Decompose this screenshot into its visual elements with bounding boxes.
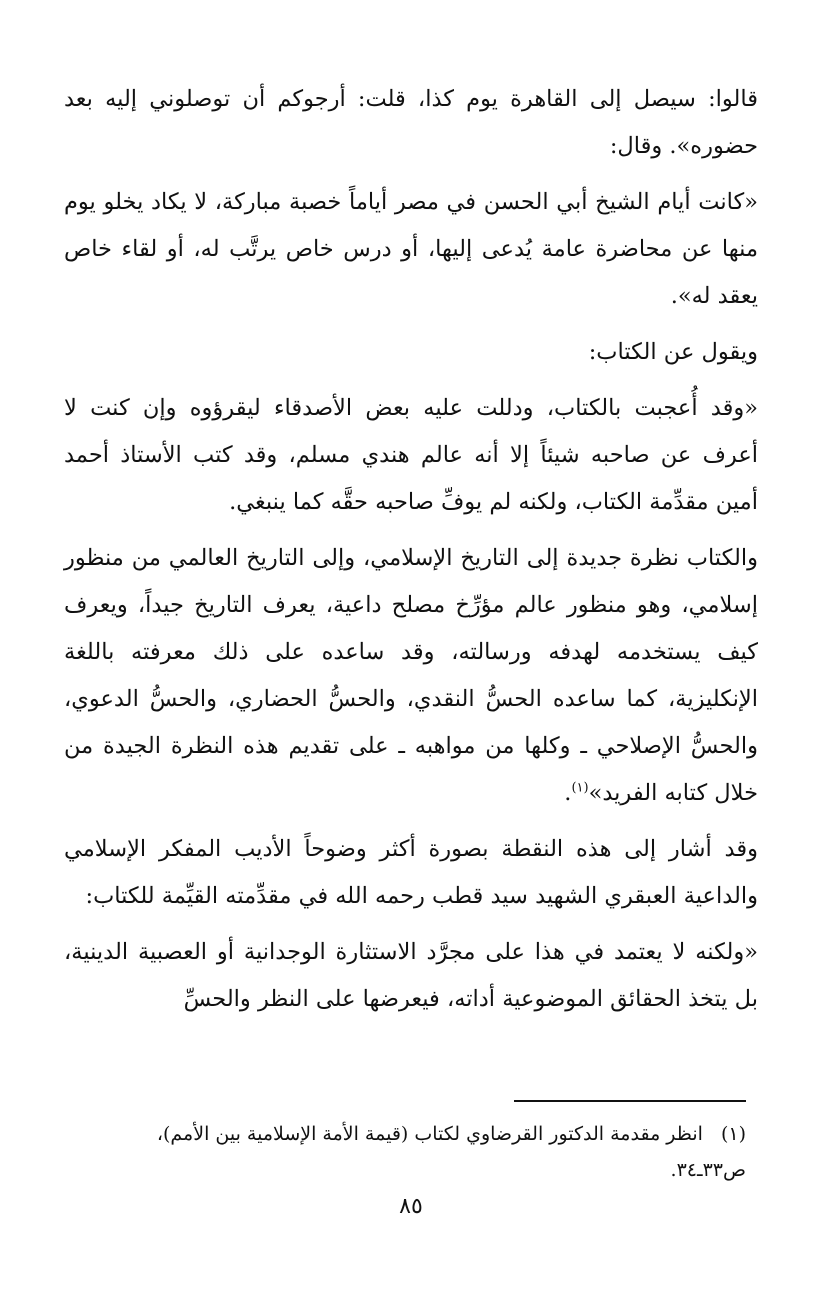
page-number: ٨٥ (399, 1194, 423, 1219)
footnote-text: انظر مقدمة الدكتور القرضاوي لكتاب (قيمة الأمة الإسلامية بين الأمم)، (156, 1123, 703, 1145)
paragraph-5-tail: . (564, 780, 572, 806)
footnote-reference: (١) (571, 780, 589, 796)
paragraph-5-text: والكتاب نظرة جديدة إلى التاريخ الإسلامي، وإلى التاريخ العالمي من منظور إسلامي، وهو منظور عالم مؤرِّخ مصلح داعية، يعرف التاريخ جيداً، ويعرف كيف يستخدمه لهدفه ورسالته، وقد ساعده على ذلك معرفته باللغة الإنكليزية، كما ساعده الحسُّ النقدي، والحسُّ الحضاري، والحسُّ الدعوي، والحسُّ الإصلاحي ـ وكلها من مواهبه ـ على تقديم هذه النظرة الجيدة من خلال كتابه الفريد» (64, 545, 758, 806)
paragraph-4-quote: «وقد أُعجبت بالكتاب، ودللت عليه بعض الأصدقاء ليقرؤوه وإن كنت لا أعرف عن صاحبه شيئاً إلا أنه عالم هندي مسلم، وقد كتب الأستاذ أحمد أمين مقدِّمة الكتاب، ولكنه لم يوفِّ صاحبه حقَّه كما ينبغي. (64, 395, 758, 515)
footnote-line-2: ص٣٣ـ٣٤. (670, 1159, 746, 1181)
footnote-line-1 (64, 1116, 746, 1152)
paragraph-6: وقد أشار إلى هذه النقطة بصورة أكثر وضوحاً الأديب المفكر الإسلامي والداعية العبقري الشهيد سيد قطب رحمه الله في مقدِّمته القيِّمة للكتاب: (64, 836, 758, 909)
paragraph-1: قالوا: سيصل إلى القاهرة يوم كذا، قلت: أرجوكم أن توصلوني إليه بعد حضوره». وقال: (64, 86, 758, 159)
paragraph-7-quote: «ولكنه لا يعتمد في هذا على مجرَّد الاستثارة الوجدانية أو العصبية الدينية، بل يتخذ الحقائق الموضوعية أداته، فيعرضها على النظر والحسِّ (64, 939, 758, 1012)
footnote (64, 1116, 746, 1188)
footnote-divider (514, 1100, 746, 1102)
paragraph-5 (64, 535, 758, 817)
paragraph-3: ويقول عن الكتاب: (588, 339, 758, 365)
footnote-mark: (١) (720, 1123, 746, 1145)
paragraph-2-quote: «كانت أيام الشيخ أبي الحسن في مصر أياماً خصبة مباركة، لا يكاد يخلو يوم منها عن محاضرة عامة يُدعى إليها، أو درس خاص يرتَّب له، أو لقاء خاص يعقد له». (64, 189, 758, 309)
book-page (64, 76, 758, 1276)
